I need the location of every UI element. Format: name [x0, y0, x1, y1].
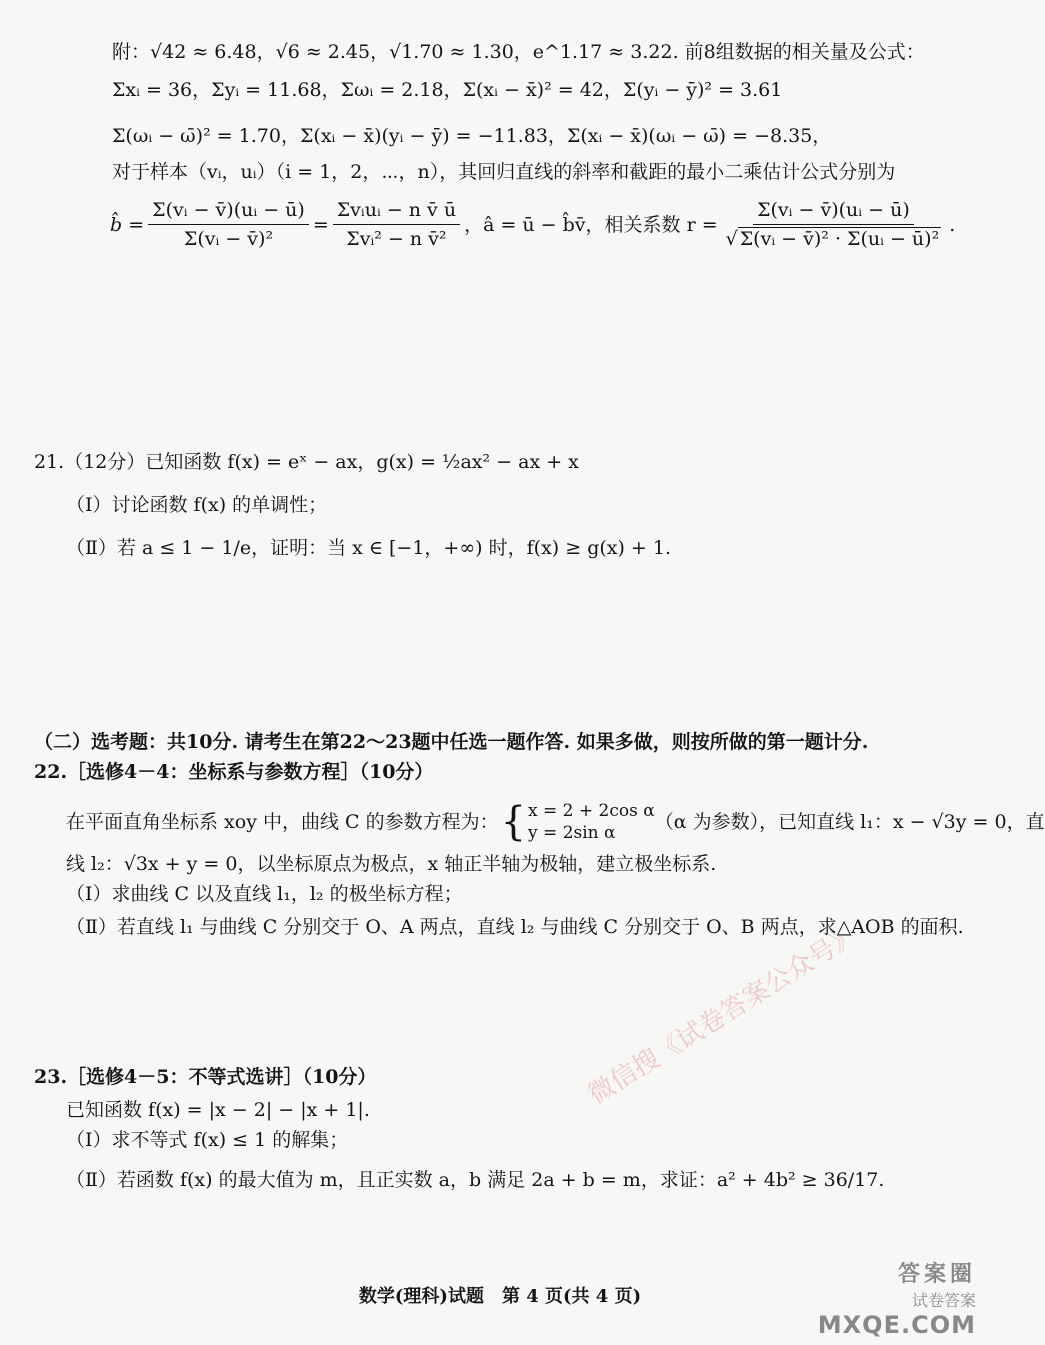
param-eq-y: y = 2sin α: [528, 823, 616, 843]
q21-part2: （Ⅱ）若 a ≤ 1 − 1/e，证明：当 x ∈ [−1，+∞) 时，f(x) ≥ g(x) + 1.: [66, 537, 672, 559]
appendix-line-4: 对于样本（vᵢ，uᵢ）（i = 1，2，⋯，n），其回归直线的斜率和截距的最小二乘估计公式分别为: [112, 161, 896, 183]
appendix-line-3: Σ(ωᵢ − ω̄)² = 1.70，Σ(xᵢ − x̄)(yᵢ − ȳ) = −11.83，Σ(xᵢ − x̄)(ωᵢ − ω̄) = −8.35，: [112, 125, 832, 147]
correlation-numerator: Σ(vᵢ − v̄)(uᵢ − ū): [753, 198, 914, 225]
q22-line1: [66, 800, 1045, 844]
brand-sub: 试卷答案: [911, 1291, 976, 1310]
param-eq-x: x = 2 + 2cos α: [528, 801, 655, 821]
correlation-fraction: $\frac{\text{Σ(vᵢ − v̄)(uᵢ − ū)}}{\text{√ Σ(vᵢ − v̄)² · Σ(uᵢ − ū)²}}$: [725, 199, 940, 250]
regression-formula: b̂ = $\frac{\text{Σ(vᵢ − v̄)(uᵢ − ū)}}{\text{Σ(vᵢ − v̄)²}}$ = $\frac{\text{Σvᵢuᵢ − n v̄ ū}}{\text{Σvᵢ² − n v̄²}}$ ，â = ū − b̂v̄，相关系数 r = $\frac{\text{Σ(vᵢ − v̄)(uᵢ − ū)}}{\text{√ Σ(vᵢ − v̄)² · Σ(uᵢ − ū)²}}$ .: [110, 199, 956, 250]
q22-line1-text-a: 在平面直角坐标系 xoy 中，曲线 C 的参数方程为：: [66, 811, 499, 833]
slope-denominator-1: Σ(vᵢ − v̄)²: [183, 228, 274, 250]
q22-line2: 线 l₂：√3x + y = 0，以坐标原点为极点，x 轴正半轴为极轴，建立极坐标系.: [66, 853, 717, 875]
brand-logo: [818, 1257, 976, 1339]
slope-fraction-1: [148, 198, 309, 251]
slope-numerator-2: Σvᵢuᵢ − n v̄ ū: [333, 198, 460, 225]
section2-heading: （二）选考题：共10分. 请考生在第22～23题中任选一题作答. 如果多做，则按所做的第一题计分.: [34, 731, 869, 753]
q23-part1: （Ⅰ）求不等式 f(x) ≤ 1 的解集；: [66, 1129, 349, 1151]
brand-site: MXQE.COM: [817, 1311, 976, 1339]
q21-part1: （Ⅰ）讨论函数 f(x) 的单调性；: [66, 494, 328, 516]
q21-title: 21.（12分）已知函数 f(x) = eˣ − ax，g(x) = ½ax² − ax + x: [34, 451, 579, 473]
q23-line1: 已知函数 f(x) = |x − 2| − |x + 1|.: [66, 1099, 370, 1121]
correlation-denominator: Σ(vᵢ − v̄)² · Σ(uᵢ − ū)²: [739, 228, 940, 250]
q22-part2: （Ⅱ）若直线 l₁ 与曲线 C 分别交于 O、A 两点，直线 l₂ 与曲线 C 分别交于 O、B 两点，求△AOB 的面积.: [66, 916, 964, 938]
q22-line1-text-b: （α 为参数），已知直线 l₁：x − √3y = 0，直: [654, 811, 1045, 833]
q22-title: 22.［选修4－4：坐标系与参数方程］（10分）: [34, 761, 434, 783]
parametric-system: [528, 800, 655, 844]
appendix-line-2: Σxᵢ = 36，Σyᵢ = 11.68，Σωᵢ = 2.18，Σ(xᵢ − x̄)² = 42，Σ(yᵢ − ȳ)² = 3.61: [112, 79, 783, 101]
intercept-formula: ，â = ū − b̂v̄，相关系数 r =: [464, 213, 718, 236]
q23-part2: （Ⅱ）若函数 f(x) 的最大值为 m，且正实数 a，b 满足 2a + b = m，求证：a² + 4b² ≥ 36/17.: [66, 1169, 885, 1191]
watermark-text: 微信搜《试卷答案公众号》: [583, 919, 864, 1111]
brace: {: [500, 799, 527, 845]
q22-part1: （Ⅰ）求曲线 C 以及直线 l₁，l₂ 的极坐标方程；: [66, 883, 463, 905]
slope-fraction-2: [333, 198, 460, 251]
brand-logo-text: 答案圈: [897, 1262, 976, 1287]
page-footer: 数学(理科)试题 第 4 页(共 4 页): [358, 1286, 642, 1307]
slope-denominator-2: Σvᵢ² − n v̄²: [346, 228, 447, 250]
b-hat-symbol: b̂ =: [110, 213, 145, 236]
q23-title: 23.［选修4－5：不等式选讲］（10分）: [34, 1066, 377, 1088]
slope-numerator-1: Σ(vᵢ − v̄)(uᵢ − ū): [148, 198, 309, 225]
appendix-line-1: 附：√42 ≈ 6.48，√6 ≈ 2.45，√1.70 ≈ 1.30，e^1.17 ≈ 3.22. 前8组数据的相关量及公式：: [112, 41, 925, 63]
